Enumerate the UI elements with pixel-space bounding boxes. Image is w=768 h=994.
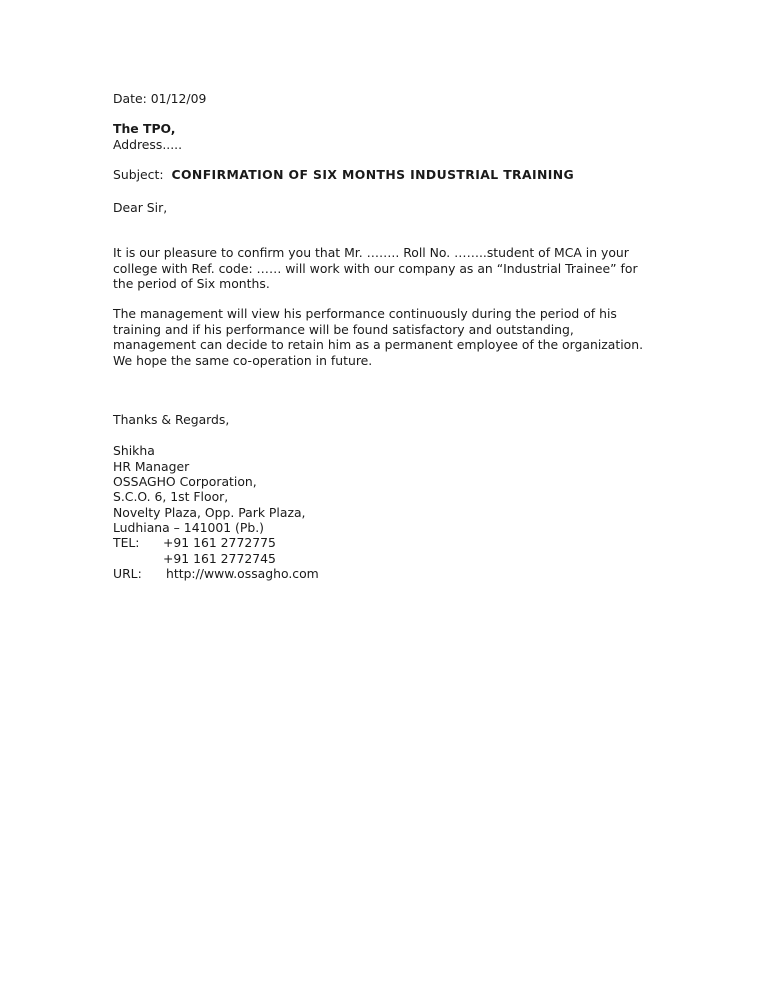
tel-line-2 [113,551,276,567]
paragraph-line: We hope the same co-operation in future. [113,352,373,368]
signature-name: Shikha [113,443,155,458]
paragraph-line: The management will view his performance continuously during the period of his [113,306,617,321]
recipient-name: The TPO, [113,121,176,136]
signature-address-line1: S.C.O. 6, 1st Floor, [113,489,229,504]
paragraph-line: the period of Six months. [113,276,270,291]
closing: Thanks & Regards, [113,412,230,427]
signature-address-line2: Novelty Plaza, Opp. Park Plaza, [113,505,306,520]
tel-label: TEL: [113,535,140,550]
company-url: http://www.ossagho.com [166,566,319,581]
paragraph-management [113,306,658,368]
url-label: URL: [113,566,142,581]
signature-address-line3: Ludhiana – 141001 (Pb.) [113,520,264,535]
paragraph-line: It is our pleasure to confirm you that Mr. …….. Roll No. ……..student of MCA in your [113,245,629,260]
paragraph-line: college with Ref. code: …… will work with our company as an “Industrial Trainee” for [113,260,638,276]
url-line [113,566,319,582]
recipient-address: Address..... [113,137,183,152]
tel-number-2: +91 161 2772745 [163,551,276,566]
signature-company: OSSAGHO Corporation, [113,474,257,489]
signature-title: HR Manager [113,459,190,474]
salutation: Dear Sir, [113,200,168,215]
paragraph-confirmation [113,245,658,292]
subject-line [113,167,574,183]
tel-line-1 [113,535,276,551]
subject-label: Subject: [113,167,164,182]
paragraph-line: management can decide to retain him as a permanent employee of the organization. [113,337,644,352]
tel-number-1: +91 161 2772775 [163,535,276,550]
paragraph-line: training and if his performance will be found satisfactory and outstanding, [113,321,574,337]
letter-date: Date: 01/12/09 [113,91,207,106]
subject-title: CONFIRMATION OF SIX MONTHS INDUSTRIAL TRAINING [171,167,575,182]
